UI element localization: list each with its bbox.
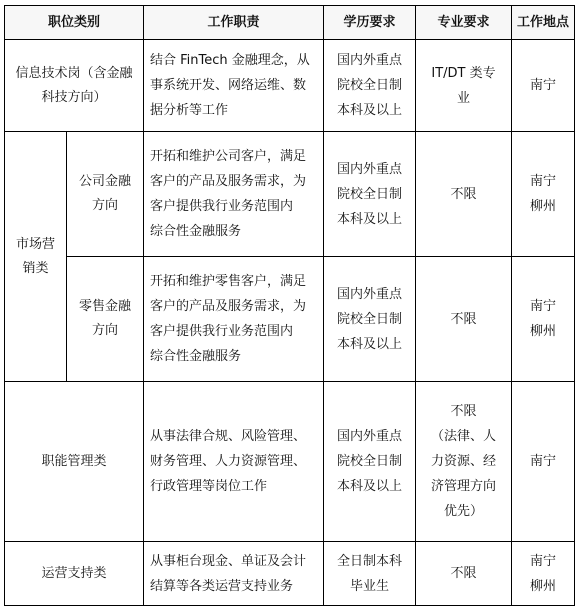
- header-duties: 工作职责: [144, 6, 324, 40]
- cell-education: 国内外重点 院校全日制 本科及以上: [324, 382, 416, 542]
- table-row: [5, 542, 575, 606]
- cell-major: 不限: [416, 132, 512, 257]
- table-row: [5, 40, 575, 132]
- header-major: 专业要求: [416, 6, 512, 40]
- cell-education: 全日制本科 毕业生: [324, 542, 416, 606]
- cell-location: 南宁 柳州: [512, 542, 575, 606]
- cell-location: 南宁 柳州: [512, 257, 575, 382]
- cell-location: 南宁 柳州: [512, 132, 575, 257]
- cell-education: 国内外重点 院校全日制 本科及以上: [324, 132, 416, 257]
- cell-group: 市场营 销类: [5, 132, 67, 382]
- cell-location: 南宁: [512, 382, 575, 542]
- cell-category: 信息技术岗（含金融 科技方向）: [5, 40, 144, 132]
- cell-category: 职能管理类: [5, 382, 144, 542]
- cell-duties: 从事法律合规、风险管理、 财务管理、人力资源管理、 行政管理等岗位工作: [144, 382, 324, 542]
- cell-duties: 从事柜台现金、单证及会计 结算等各类运营支持业务: [144, 542, 324, 606]
- header-education: 学历要求: [324, 6, 416, 40]
- cell-category: 公司金融 方向: [67, 132, 144, 257]
- cell-duties: 开拓和维护公司客户，满足 客户的产品及服务需求，为 客户提供我行业务范围内 综合性金融服务: [144, 132, 324, 257]
- cell-category: 零售金融 方向: [67, 257, 144, 382]
- cell-category: 运营支持类: [5, 542, 144, 606]
- cell-major: 不限 （法律、人 力资源、经 济管理方向 优先）: [416, 382, 512, 542]
- recruitment-table: [4, 5, 575, 606]
- cell-major: 不限: [416, 257, 512, 382]
- table-row: [5, 132, 575, 257]
- table-header-row: [5, 6, 575, 40]
- cell-major: IT/DT 类专 业: [416, 40, 512, 132]
- cell-duties: 结合 FinTech 金融理念，从 事系统开发、网络运维、数 据分析等工作: [144, 40, 324, 132]
- cell-major: 不限: [416, 542, 512, 606]
- cell-education: 国内外重点 院校全日制 本科及以上: [324, 40, 416, 132]
- header-location: 工作地点: [512, 6, 575, 40]
- header-category: 职位类别: [5, 6, 144, 40]
- cell-duties: 开拓和维护零售客户，满足 客户的产品及服务需求，为 客户提供我行业务范围内 综合性金融服务: [144, 257, 324, 382]
- table-row: [5, 382, 575, 542]
- table-row: [5, 257, 575, 382]
- cell-location: 南宁: [512, 40, 575, 132]
- cell-education: 国内外重点 院校全日制 本科及以上: [324, 257, 416, 382]
